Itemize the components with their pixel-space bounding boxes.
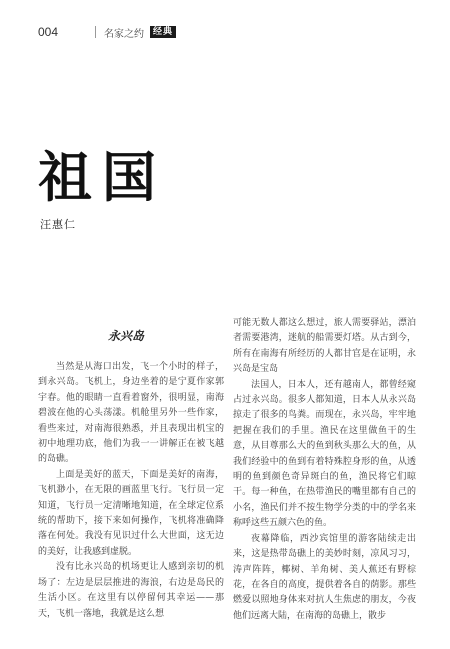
article-subheading: 永兴岛 [108, 329, 145, 343]
article-title: 祖国 [38, 145, 166, 209]
left-text-column [38, 360, 224, 622]
right-text-column [233, 316, 416, 624]
page-header [38, 24, 176, 40]
paragraph: 夜幕降临，西沙宾馆里的游客陆续走出来，这是热带岛礁上的美妙时刻，凉风习习，涛声阵阵，椰树、羊角树、美人蕉还有野棕花，在各自的高度，提供着各自的荫影。那些燃爱以照地身体来对抗人生焦虑的朋友，今夜他们远离大陆，在南海的岛礁上，散步 [233, 533, 416, 621]
paragraph: 没有比永兴岛的机场更让人感到亲切的机场了：左边是层层推进的海浪，右边是岛民的生活小区。在这里有以停留何其幸运——那天，飞机一落地，我就是这么想 [38, 562, 224, 619]
section-name: 名家之约 [104, 28, 145, 40]
paragraph: 上面是美好的蓝天，下面是美好的南海，飞机渺小，在无限的画蓝里飞行。飞行员一定知道，飞行员一定清晰地知道，在全球定位系统的帮助下，接下来如何操作，飞机将准确降落在何处。我没有见识过什么大世面，这无边的美好，让我感到虚脱。 [38, 469, 224, 557]
paragraph: 当然是从海口出发，飞一个小时的样子，到永兴岛。飞机上，身边坐着的是宁夏作家郭宇春。他的眼睛一直看着窗外，很明显，南海碧波在他的心头荡漾。机舱里另外一些作家，看些来过，对南海很熟悉，并且表现出机宝的初中地理功底，他们为我一一讲解正在被飞越的岛礁。 [38, 362, 224, 465]
paragraph: 可能无数人都这么想过，旅人需要驿站，漂泊者需要港湾，迷航的船需要灯塔。从古到今，所有在南海有所经历的人都甘官是在证明，永兴岛是宝岛 [233, 318, 416, 375]
article-author: 汪惠仁 [40, 219, 76, 231]
page-number: 004 [38, 25, 59, 39]
section-logo-badge: 经典 [150, 26, 176, 38]
header-divider [95, 26, 96, 38]
paragraph: 法国人，日本人，还有越南人，都曾经窥占过永兴岛。很多人都知道，日本人从永兴岛掠走了很多的鸟粪。而现在，永兴岛，牢牢地把握在我们的手里。渔民在这里做鱼干的生意，从目尊那么大的鱼到秋头那么大的鱼，从我们经验中的鱼到有着特殊腔身形的鱼，从透明的鱼到颜色奇异斑白的鱼，渔民将它们晾干。每一种鱼，在热带渔民的嘴里都有自己的小名，渔民们并不按生物学分类的中的学名来称呼这些五颜六色的鱼。 [233, 379, 416, 529]
